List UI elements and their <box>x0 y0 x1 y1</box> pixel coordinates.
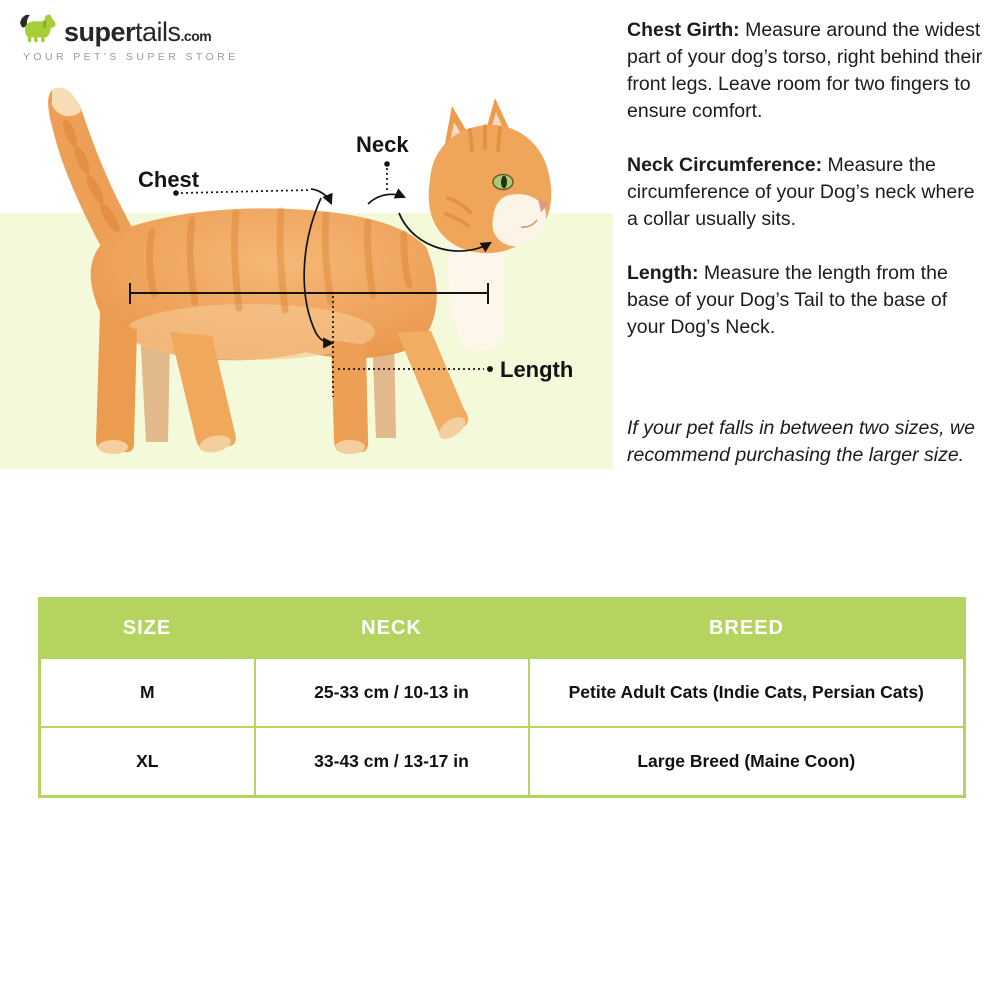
dog-logo-icon <box>18 12 60 46</box>
neck-column-header: NECK <box>255 599 529 658</box>
table-row <box>40 658 965 728</box>
brand-text <box>64 19 211 46</box>
breed-column-header: BREED <box>529 599 965 658</box>
instructions-column <box>627 17 989 496</box>
breed-cell: Large Breed (Maine Coon) <box>529 727 965 797</box>
neck-arrow-top <box>368 194 404 204</box>
neck-circumference-lead: Neck Circumference: <box>627 154 823 176</box>
chest-leader-line <box>181 190 311 193</box>
neck-leader-dot <box>384 161 390 167</box>
length-paragraph <box>627 260 989 341</box>
table-row <box>40 727 965 797</box>
length-lead: Length: <box>627 262 699 284</box>
length-label: Length <box>500 357 574 382</box>
brand-word-tails: tails <box>135 17 181 47</box>
size-table-header-row <box>40 599 965 658</box>
neck-cell: 33-43 cm / 13-17 in <box>255 727 529 797</box>
chest-girth-arrow-top <box>311 189 331 203</box>
chest-girth-text: Measure around the widest part of your dog’s torso, right behind their front legs. Leave room for two fingers to ensure comfort. <box>627 19 983 122</box>
size-cell: XL <box>40 727 255 797</box>
chest-label: Chest <box>138 167 200 192</box>
size-cell: M <box>40 658 255 728</box>
neck-circumference-text: Measure the circumference of your Dog’s neck where a collar usually sits. <box>627 154 975 230</box>
brand-word-super: super <box>64 17 136 47</box>
neck-circumference-paragraph <box>627 152 989 233</box>
size-column-header: SIZE <box>40 599 255 658</box>
chest-girth-paragraph <box>627 17 989 125</box>
sizing-note: If your pet falls in between two sizes, we recommend purchasing the larger size. <box>627 417 975 466</box>
neck-label: Neck <box>356 132 409 157</box>
brand-tld: .com <box>180 28 212 44</box>
length-leader-dot <box>487 366 493 372</box>
brand-tagline: YOUR PET'S SUPER STORE <box>23 51 239 63</box>
breed-cell: Petite Adult Cats (Indie Cats, Persian Cats) <box>529 658 965 728</box>
measurement-diagram <box>0 0 613 470</box>
size-table <box>38 597 966 798</box>
brand-logo <box>18 12 238 63</box>
chest-girth-lead: Chest Girth: <box>627 19 740 41</box>
neck-cell: 25-33 cm / 10-13 in <box>255 658 529 728</box>
length-text: Measure the length from the base of your Dog’s Tail to the base of your Dog’s Neck. <box>627 262 948 338</box>
